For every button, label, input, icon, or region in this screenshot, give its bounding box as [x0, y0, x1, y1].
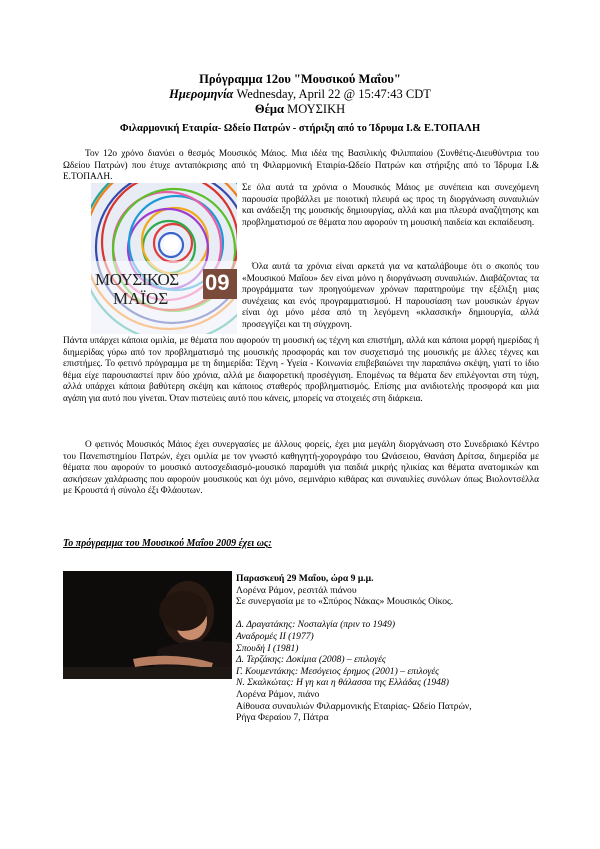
schedule-line: Γ. Κουμεντάκης: Μεσόγειος έρημος (2001) – επιλογές	[236, 665, 440, 677]
topic-label: Θέμα	[254, 102, 284, 116]
schedule-line: Λορένα Ράμον, πιάνο	[236, 688, 320, 700]
pianist-image	[63, 571, 232, 679]
schedule-line: Ν. Σκαλκώτας: Η γη και η θάλασσα της Ελλάδας (1948)	[236, 677, 449, 689]
pianist-photo	[63, 571, 232, 679]
full-paragraph: Πάντα υπάρχει κάποια ομιλία, με θέματα που αφορούν τη μουσική ως τέχνη και επιστήμη, αλλά και κάποια μορφή ημερίδας ή διημερίδας γύρω από τον προβληματισμό της μουσικής προσφοράς και τον συσχετισμό της μουσικής με άλλες τέχνες και επιστήμες. Το φετινό πρόγραμμα με τη διημερίδα: Τέχνη - Υγεία - Κοινωνία επιβεβαιώνει την παραπάνω σκέψη, γιατί το ίδιο θέμα είχε παρουσιαστεί πριν δύο χρόνια, αλλά με διαφορετική προσέγγιση. Επομένως τα θέματα δεν επιλέγονται στη τύχη, αλλά υπάρχει κάποια βαθύτερη σκέψη και κάποιος σταθερός προβληματισμός. Επίσης μια ανιδιοτελής προσφορά και μια αγάπη για αυτό που γίνεται. Όταν πιστεύεις αυτό που κάνεις, μπορείς να στοιχειές στη διάρκεια.	[63, 336, 539, 404]
intro-paragraph: Τον 12ο χρόνο διανύει ο θεσμός Μουσικός Μάιος. Μια ιδέα της Βασιλικής Φιλιππαίου (Συνθέτις-Διευθύντρια του Ωδείου Πατρών) που έτυχε ανταπόκρισης από τη Φιλαρμονική Εταιρία-Ωδείο Πατρών και στήριξης από το Ίδρυμα Ι.& Ε.ΤΟΠΑΛΗ.	[63, 149, 539, 183]
schedule-line: Ρήγα Φεραίου 7, Πάτρα	[236, 712, 329, 724]
art-year: 09	[205, 270, 230, 295]
schedule-line: Σε συνεργασία με το «Σπύρος Νάκας» Μουσικός Οίκος.	[236, 596, 454, 608]
schedule-list	[236, 573, 472, 724]
schedule-line: Δ. Τερζάκης: Δοκίμια (2008) – επιλογές	[236, 654, 386, 666]
date-label: Ημερομηνία	[169, 87, 234, 101]
schedule-line	[236, 608, 472, 620]
schedule-title: Το πρόγραμμα του Μουσικού Μαΐου 2009 έχει ως:	[63, 538, 272, 549]
musikos-maios-artwork	[91, 183, 237, 334]
topic-line	[0, 102, 600, 117]
schedule-line: Αναδρομές ΙΙ (1977)	[236, 630, 314, 642]
side-paragraph-2: Όλα αυτά τα χρόνια είναι αρκετά για να καταλάβουμε ότι ο σκοπός του «Μουσικού Μαΐου» δεν είναι μόνο η διοργάνωση συναυλιών. Διαβάζοντας τα προγράμματα των προηγούμενων χρόνων παρατηρούμε την εξέλιξη μιας συνέχειας και ενός προγραμματισμού. Η παρουσίαση των μουσικών έργων είναι όχι μόνο μέσα από τη λεγόμενη «κλασσική» δημιουργία, αλλά προσεγγίζει και τη σύγχρονη.	[242, 262, 539, 330]
program-title: Πρόγραμμα 12ου "Μουσικού Μαΐου"	[199, 72, 401, 86]
date-value: Wednesday, April 22 @ 15:47:43 CDT	[236, 87, 431, 101]
art-word-bottom: ΜΑΪΟΣ	[113, 289, 169, 308]
art-word-top: ΜΟΥΣΙΚΟΣ	[95, 270, 179, 289]
schedule-line: Δ. Δραγατάκης: Νοσταλγία (πριν το 1949)	[236, 619, 396, 631]
date-line	[0, 87, 600, 102]
side-paragraph-1: Σε όλα αυτά τα χρόνια ο Μουσικός Μάιος με συνέπεια και συνεχόμενη παρουσία προβάλλει με ποιοτική πλευρά ως προς τη διοργάνωση συναυλιών και ανάδειξη της μουσικής δημιουργίας, αλλά και μια πλευρά αναζήτησης και προβληματισμού σε θέματα που αφορούν τη μουσική παιδεία και εκπαίδευση.	[242, 183, 539, 228]
partners-paragraph: Ο φετινός Μουσικός Μάιος έχει συνεργασίες με άλλους φορείς, έχει μια μεγάλη διοργάνωση στο Συνεδριακό Κέντρο του Πανεπιστημίου Πατρών, έχει ομιλία με τον γνωστό καθηγητή-χορογράφο του Ωνάσειου, Θανάση Δρίτσα, διημερίδα με θέματα που αφορούν το μουσικό αυτοσχεδιασμό-μουσικό παραμύθι για παιδιά μικρής ηλικίας και θέματα ανατομικών και ασκήσεων χαλάρωσης που αφορούν μουσικούς και όχι μόνο, σεμινάριο κιθάρας και συναυλίες συνόλων όπως Βιολοντσέλλα με Κρουστά ή σύνολο έξι Φλάουτων.	[63, 440, 539, 497]
spiral-circles-graphic	[91, 183, 237, 334]
topic-value: ΜΟΥΣΙΚΗ	[287, 102, 346, 116]
schedule-line: Αίθουσα συναυλιών Φιλαρμονικής Εταιρίας- Ωδείο Πατρών,	[236, 700, 472, 712]
schedule-line: Λορένα Ράμον, ρεσιτάλ πιάνου	[236, 584, 357, 596]
subtitle: Φιλαρμονική Εταιρία- Ωδείο Πατρών - στήριξη από το Ίδρυμα Ι.& Ε.ΤΟΠΑΛΗ	[119, 123, 481, 134]
schedule-line: Σπουδή Ι (1981)	[236, 642, 299, 654]
schedule-line: Παρασκευή 29 Μαΐου, ώρα 9 μ.μ.	[236, 573, 374, 584]
